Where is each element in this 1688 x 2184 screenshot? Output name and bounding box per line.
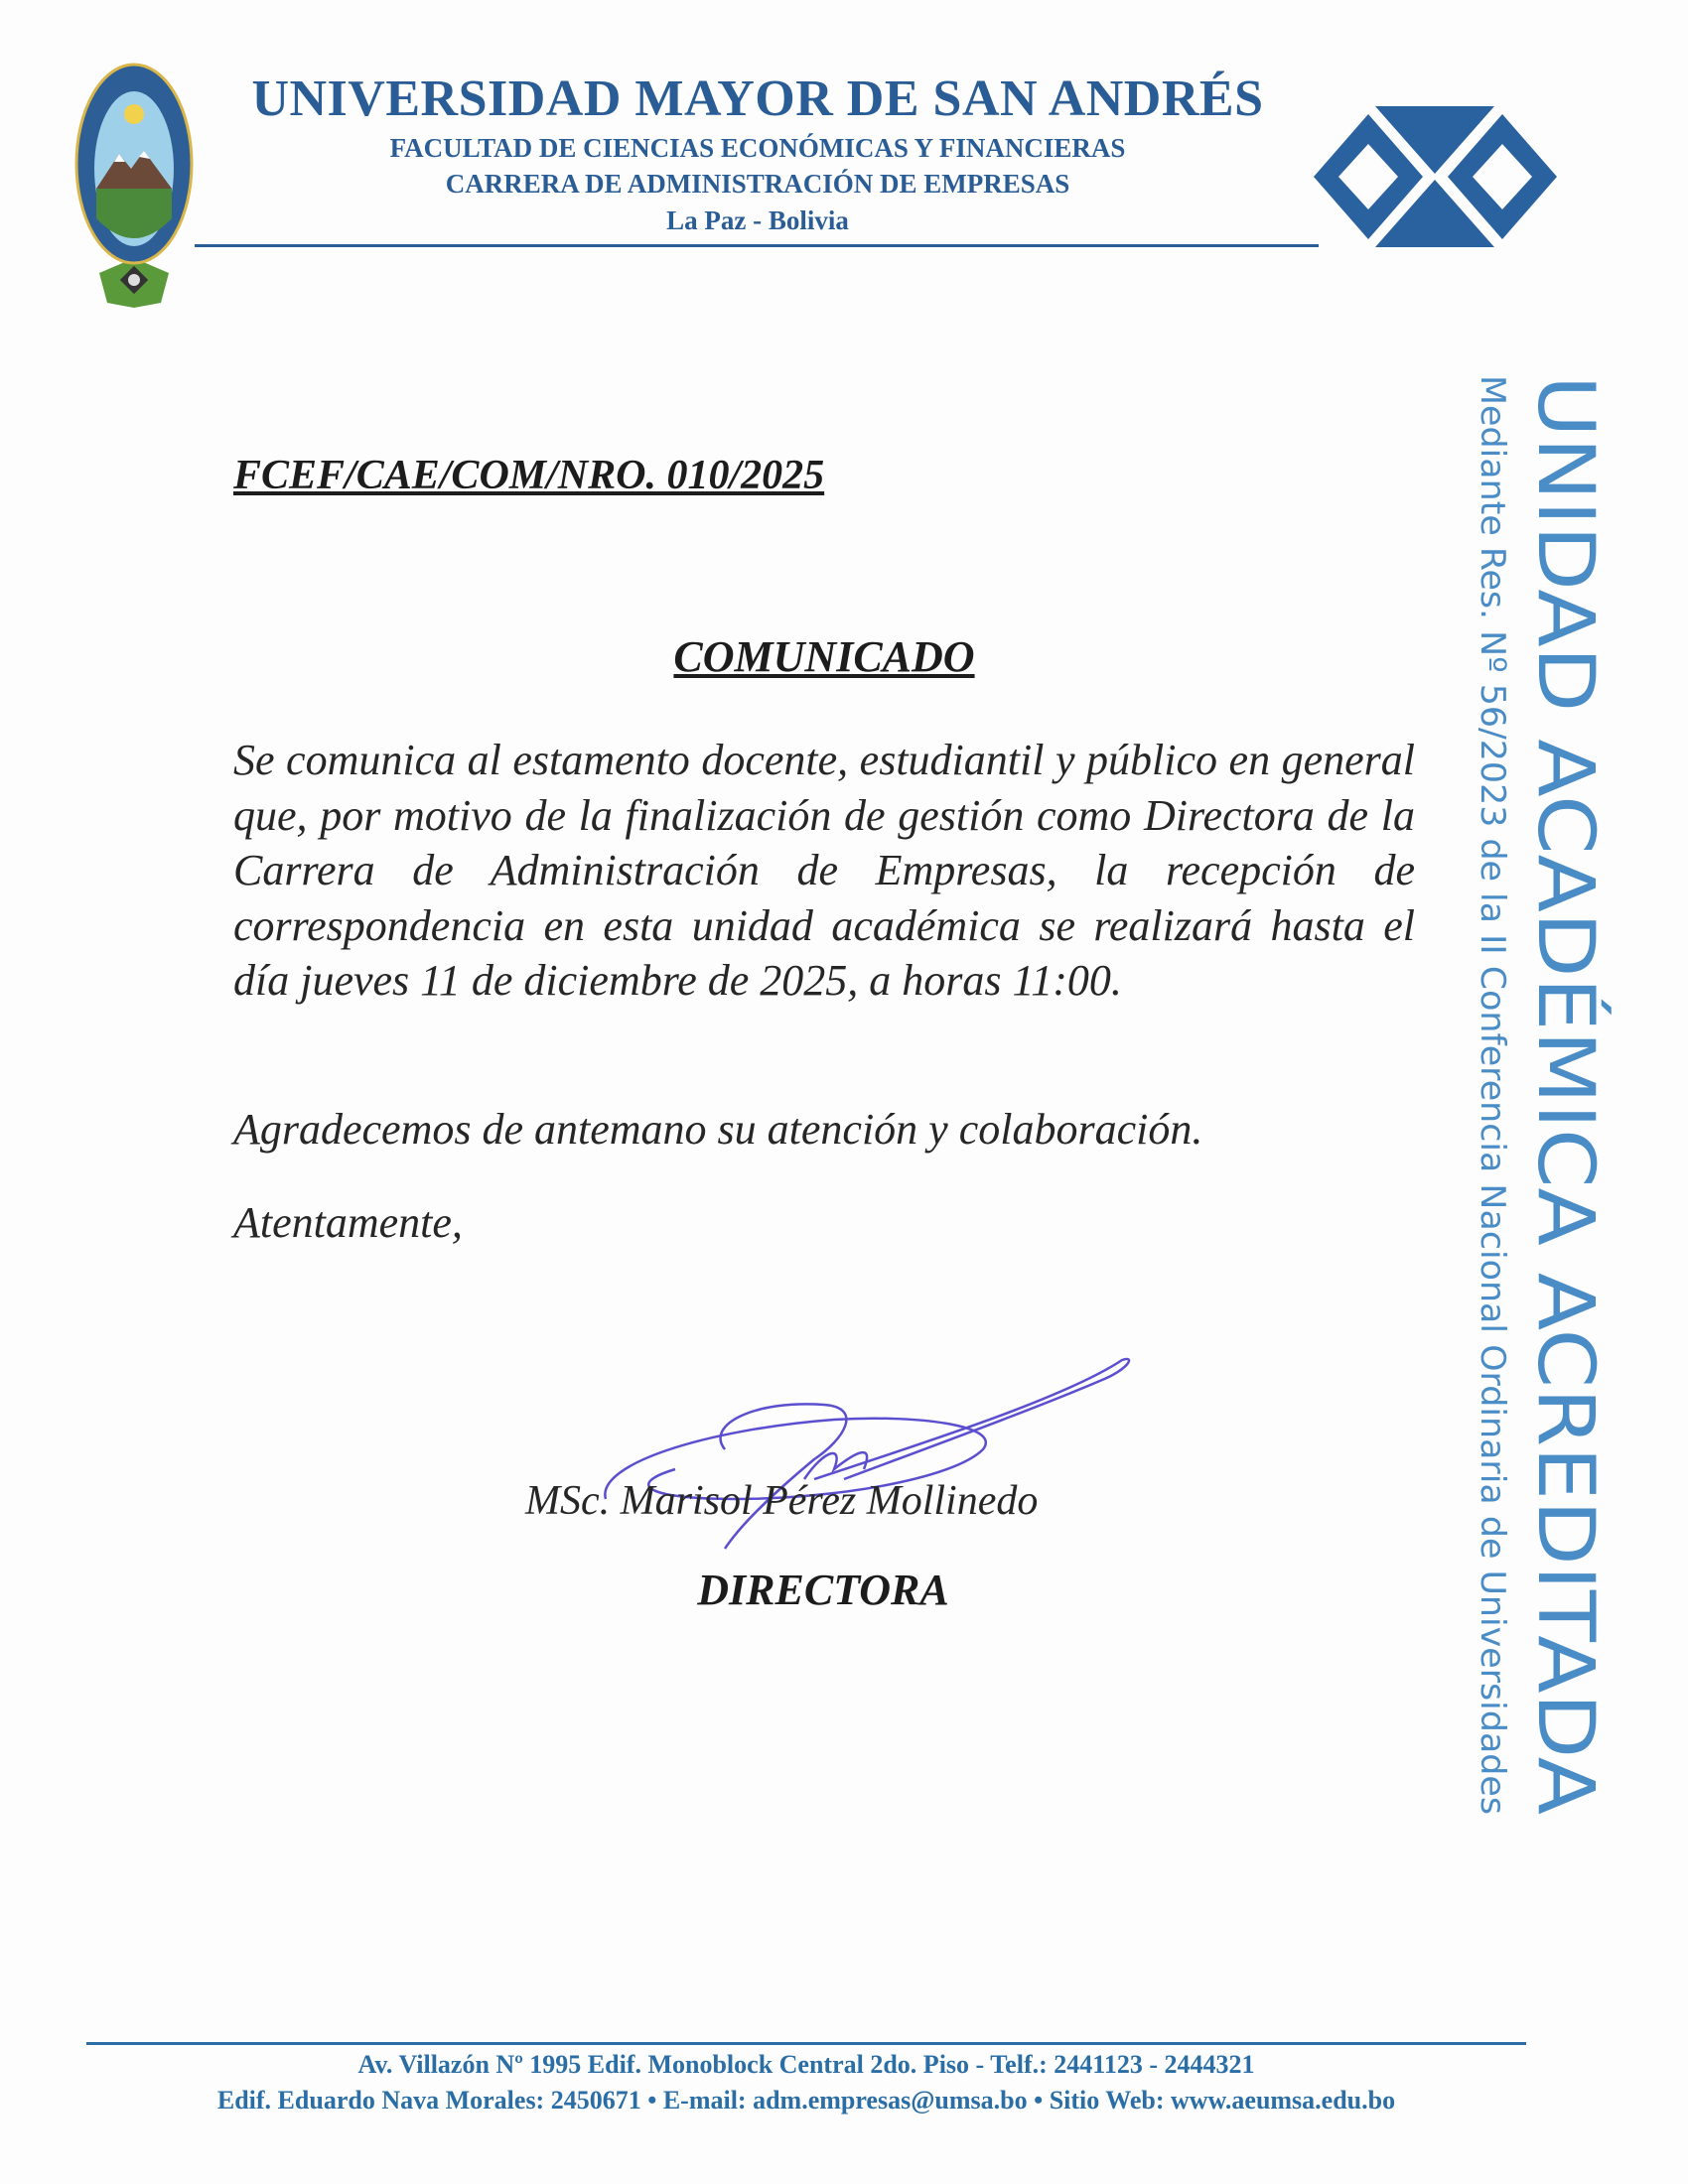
accreditation-subtitle: Mediante Res. Nº 56/2023 de la II Conferencia Nacional Ordinaria de Universidades: [1473, 375, 1512, 1781]
reference-number: FCEF/CAE/COM/NRO. 010/2025: [233, 453, 825, 498]
document-heading: COMUNICADO: [673, 632, 975, 681]
university-seal-logo: [70, 60, 199, 308]
university-name: UNIVERSIDAD MAYOR DE SAN ANDRÉS: [251, 70, 1264, 127]
career-logo: [1314, 104, 1557, 249]
footer-divider: [86, 2042, 1526, 2045]
career-name: CARRERA DE ADMINISTRACIÓN DE EMPRESAS: [445, 169, 1070, 199]
footer-address: Av. Villazón Nº 1995 Edif. Monoblock Central 2do. Piso - Telf.: 2441123 - 2444321: [357, 2050, 1255, 2079]
body-paragraph: Se comunica al estamento docente, estudiantil y público en general que, por motivo de la finalización de gestión como Directora de la Carrera de Administración de Empresas, la recepción de correspondencia en esta unidad académica se realizará hasta el día jueves 11 de diciembre de 2025, a horas 11:00.: [233, 736, 1415, 1005]
closing: Atentamente,: [233, 1198, 463, 1247]
signer-role: DIRECTORA: [697, 1566, 949, 1614]
location: La Paz - Bolivia: [666, 205, 849, 235]
signer-name: MSc. Marisol Pérez Mollinedo: [525, 1478, 1039, 1524]
accreditation-banner: [1470, 367, 1610, 1827]
header-divider: [195, 244, 1319, 247]
thanks-paragraph: Agradecemos de antemano su atención y colaboración.: [233, 1105, 1203, 1154]
handwritten-signature: [586, 1350, 1142, 1569]
footer-contact: Edif. Eduardo Nava Morales: 2450671 • E-mail: adm.empresas@umsa.bo • Sitio Web: www.aeumsa.edu.bo: [216, 2086, 1396, 2115]
faculty-name: FACULTAD DE CIENCIAS ECONÓMICAS Y FINANCIERAS: [389, 133, 1126, 163]
accreditation-title: UNIDAD ACADÉMICA ACREDITADA: [1520, 375, 1610, 1694]
